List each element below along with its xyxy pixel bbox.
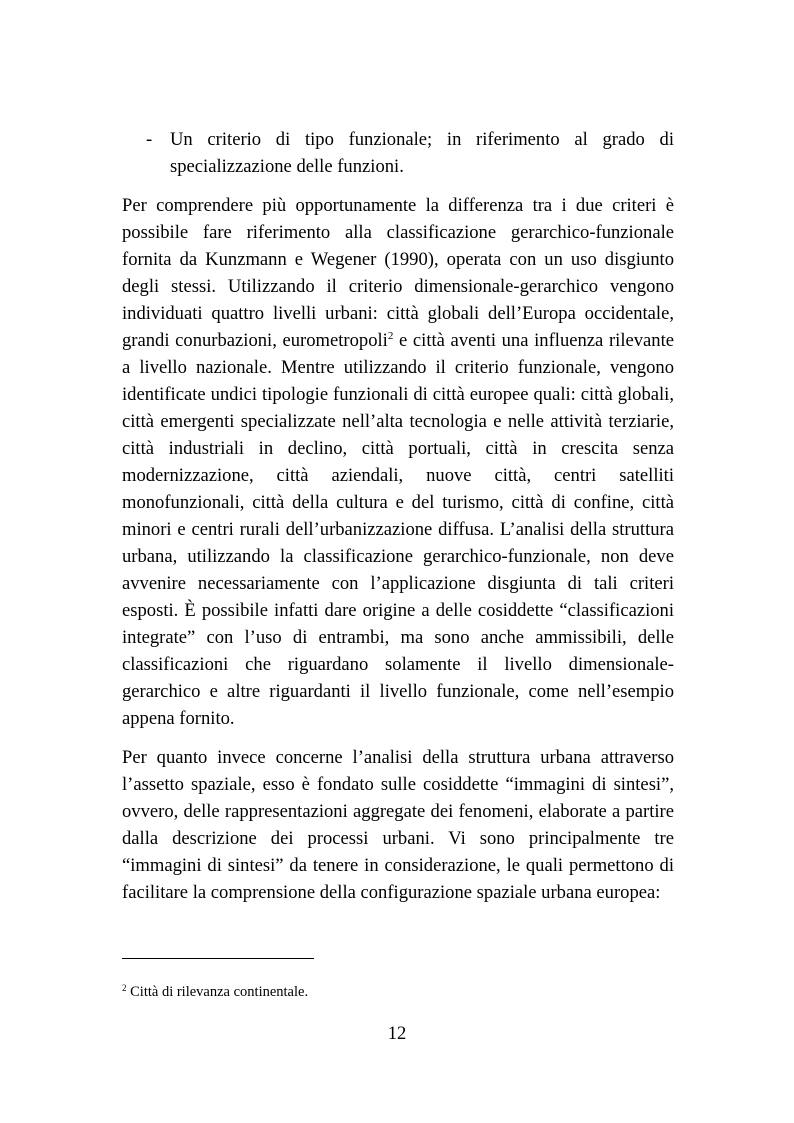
paragraph-text-part1: Per comprendere più opportunamente la differenza tra i due criteri è possibile fare riferimento alla classificazione gerarchico-funzionale fornita da Kunzmann e Wegener (1990), operata con un uso disgiunto degli stessi. Utilizzando il criterio dimensionale-gerarchico vengono individuati quattro livelli urbani: città globali dell’Europa occidentale, grandi conurbazioni, eurometropoli [122, 195, 674, 351]
paragraph-classification [122, 192, 674, 732]
footnote-separator [122, 958, 314, 959]
page-number: 12 [387, 1023, 407, 1044]
footnote [122, 982, 674, 1002]
footnote-number: 2 [122, 983, 127, 993]
bullet-list-item [122, 126, 674, 180]
body-text [122, 126, 674, 918]
paragraph-spatial-structure: Per quanto invece concerne l’analisi della struttura urbana attraverso l’assetto spaziale, esso è fondato sulle cosiddette “immagini di sintesi”, ovvero, delle rappresentazioni aggregate dei fenomeni, elaborate a partire dalla descrizione dei processi urbani. Vi sono principalmente tre “immagini di sintesi” da tenere in considerazione, le quali permettono di facilitare la comprensione della configurazione spaziale urbana europea: [122, 747, 674, 903]
bullet-marker: - [146, 129, 153, 150]
footnote-reference: 2 [387, 330, 394, 342]
bullet-text: Un criterio di tipo funzionale; in riferimento al grado di specializzazione delle funzioni. [170, 129, 674, 177]
footnote-text: Città di rilevanza continentale. [126, 984, 309, 1000]
paragraph-text-part2: e città aventi una influenza rilevante a livello nazionale. Mentre utilizzando il criterio funzionale, vengono identificate undici tipologie funzionali di città europee quali: città globali, città emergenti specializzate nell’alta tecnologia e nelle attività terziarie, città industriali in declino, città portuali, città in crescita senza modernizzazione, città aziendali, nuove città, centri satelliti monofunzionali, città della cultura e del turismo, città di confine, città minori e centri rurali dell’urbanizzazione diffusa. L’analisi della struttura urbana, utilizzando la classificazione gerarchico-funzionale, non deve avvenire necessariamente con l’applicazione disgiunta di tali criteri esposti. È possibile infatti dare origine a delle cosiddette “classificazioni integrate” con l’uso di entrambi, ma sono anche ammissibili, delle classificazioni che riguardano solamente il livello dimensionale-gerarchico e altre riguardanti il livello funzionale, come nell’esempio appena fornito. [122, 330, 674, 729]
